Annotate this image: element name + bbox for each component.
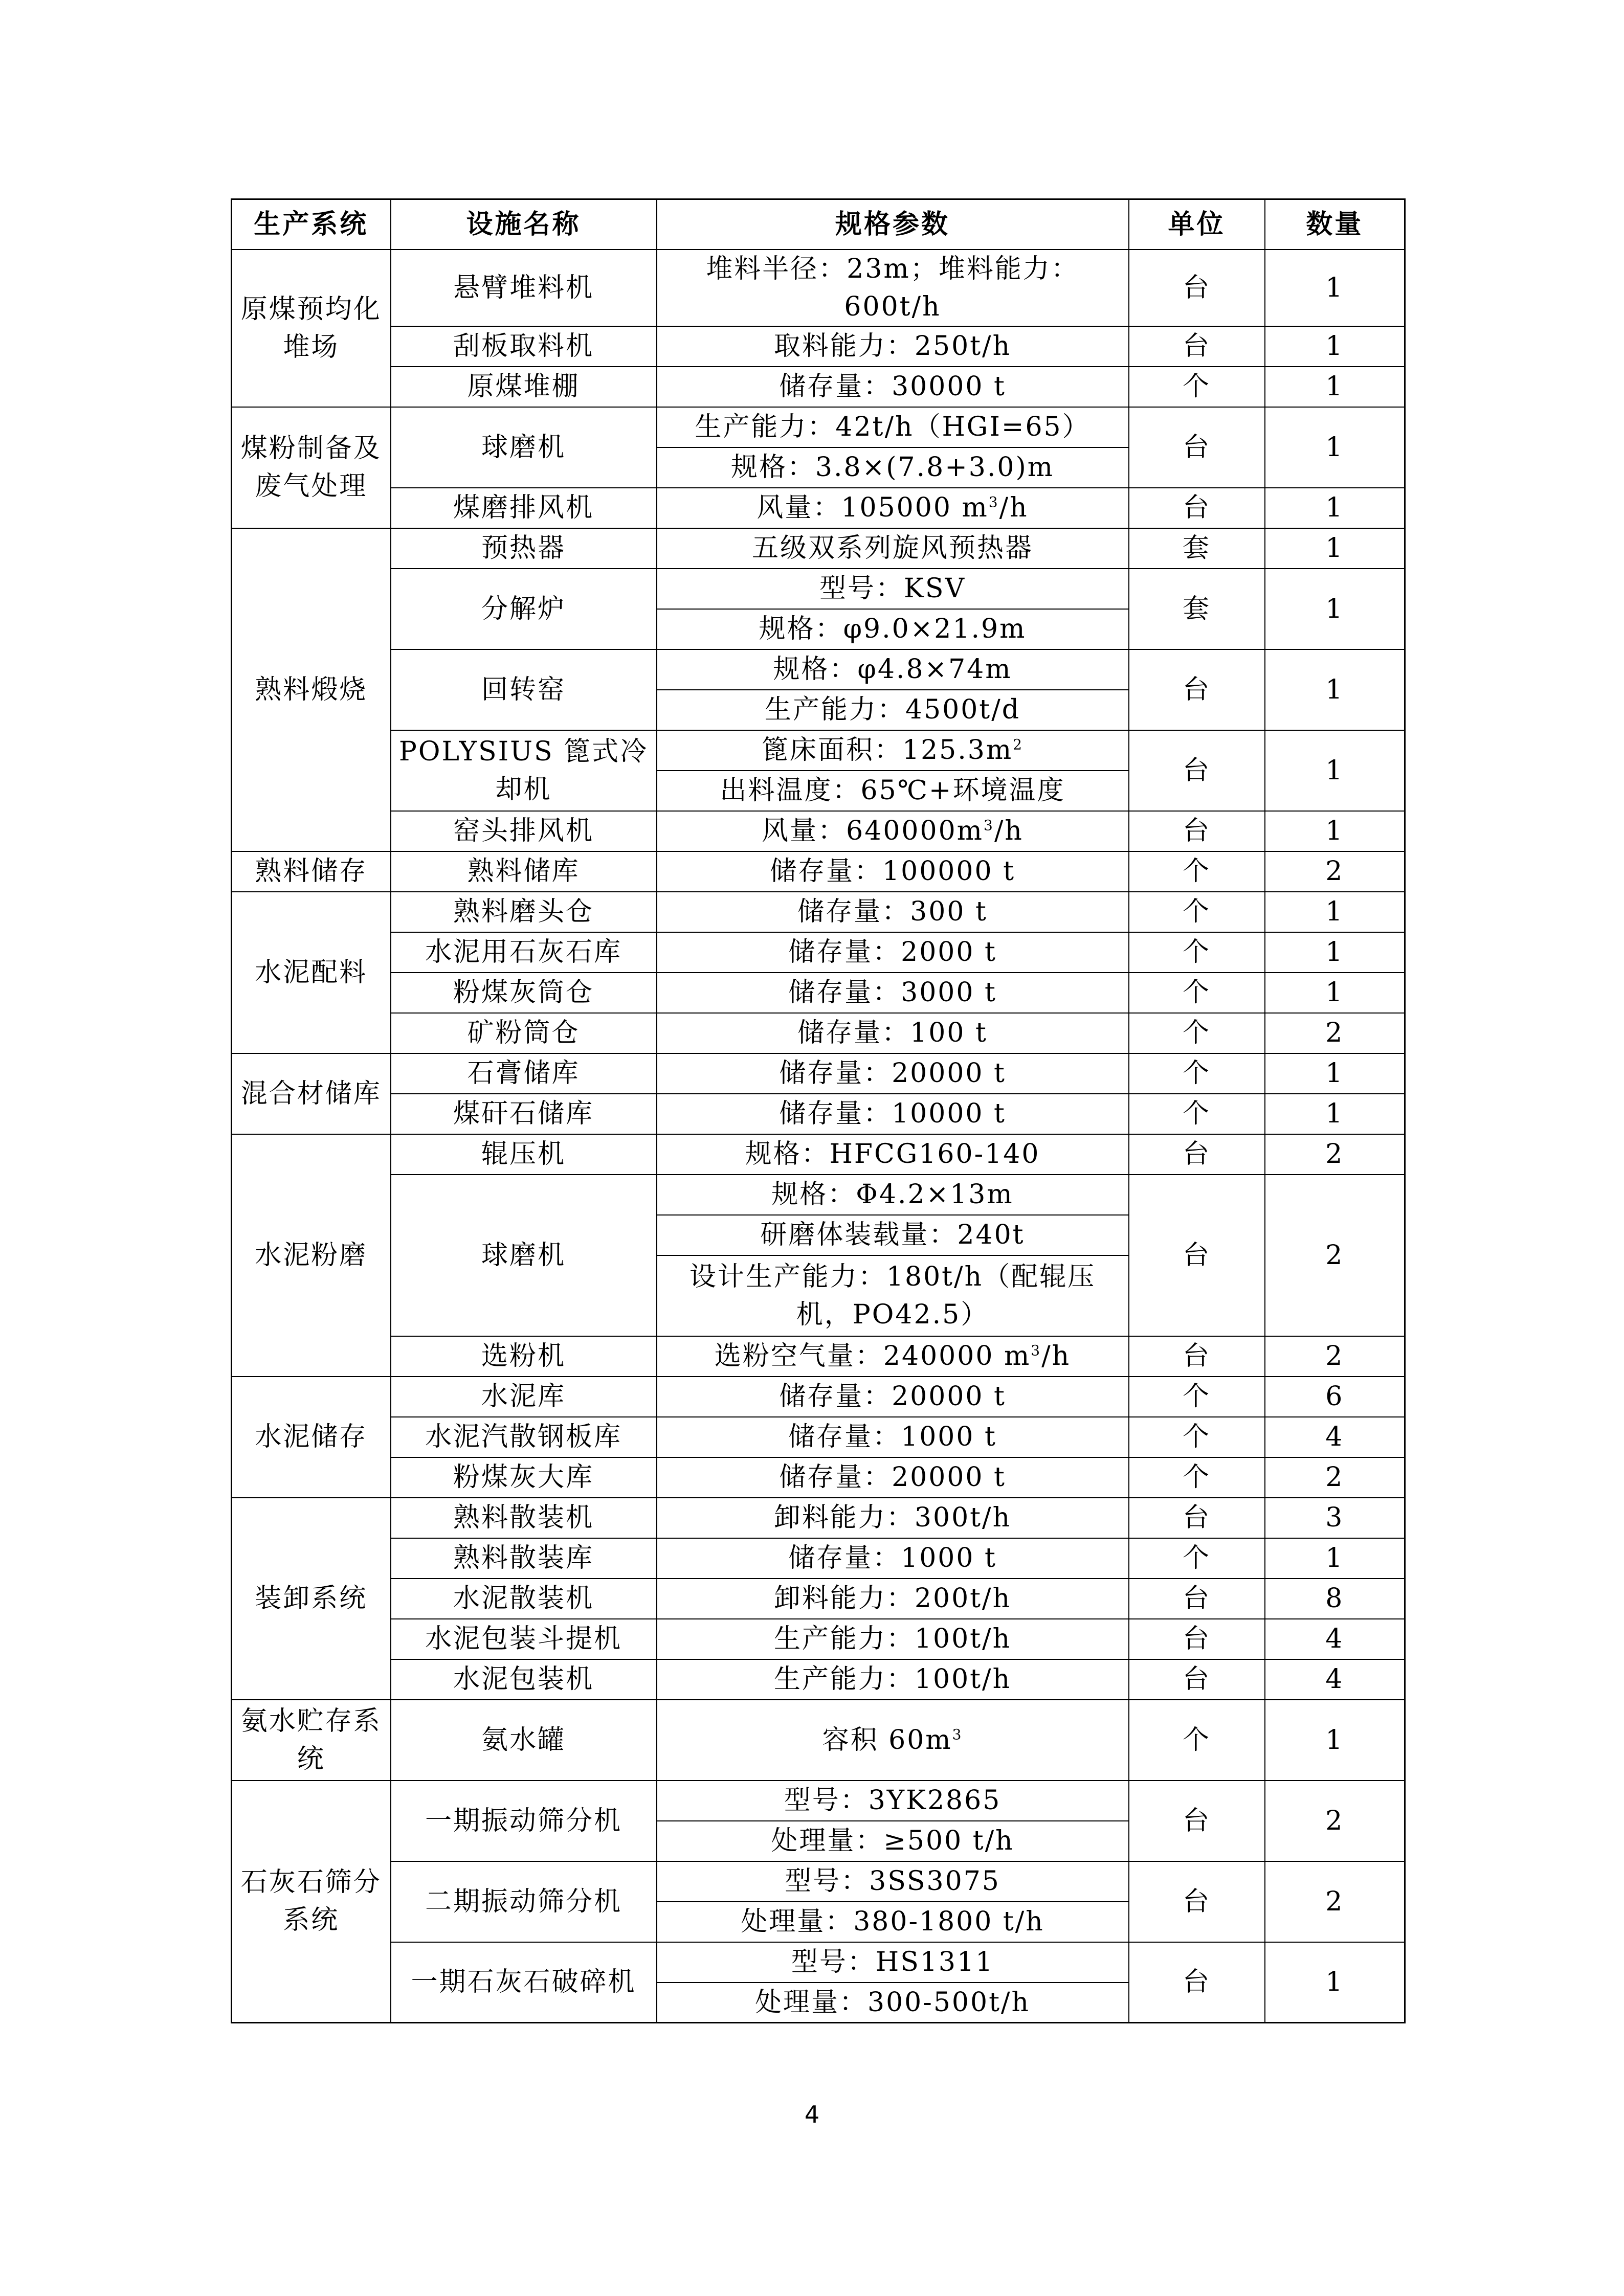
facility-name: 煤磨排风机: [391, 488, 657, 528]
spec-tail: /h: [994, 816, 1024, 846]
quantity-cell: 1: [1265, 367, 1405, 407]
header-quantity: 数量: [1265, 199, 1405, 250]
unit-cell: 个: [1129, 1053, 1265, 1094]
system-cell: 装卸系统: [232, 1498, 391, 1700]
table-row: [232, 569, 1405, 609]
table-row: [232, 1619, 1405, 1659]
quantity-cell: 4: [1265, 1659, 1405, 1700]
header-unit: 单位: [1129, 199, 1265, 250]
header-facility-name: 设施名称: [391, 199, 657, 250]
table-row: [232, 649, 1405, 690]
quantity-cell: 1: [1265, 1700, 1405, 1781]
unit-cell: 个: [1129, 1700, 1265, 1781]
table-row: [232, 1498, 1405, 1538]
equipment-table: [231, 198, 1406, 2023]
spec-cell: [657, 488, 1129, 528]
unit-cell: 台: [1129, 1336, 1265, 1377]
facility-name: 球磨机: [391, 1175, 657, 1336]
superscript: 3: [952, 1726, 963, 1743]
table-row: [232, 1659, 1405, 1700]
table-row: [232, 326, 1405, 367]
quantity-cell: 1: [1265, 250, 1405, 326]
spec-cell: 规格：φ9.0×21.9m: [657, 609, 1129, 649]
system-cell: 氨水贮存系统: [232, 1700, 391, 1781]
spec-cell: 储存量：30000 t: [657, 367, 1129, 407]
facility-name: 预热器: [391, 528, 657, 569]
quantity-cell: 2: [1265, 1175, 1405, 1336]
header-spec: 规格参数: [657, 199, 1129, 250]
table-header-row: [232, 199, 1405, 250]
unit-cell: 台: [1129, 1498, 1265, 1538]
spec-cell: 处理量：300-500t/h: [657, 1983, 1129, 2023]
spec-cell: 生产能力：100t/h: [657, 1619, 1129, 1659]
table-row: [232, 1700, 1405, 1781]
unit-cell: 台: [1129, 407, 1265, 488]
table-row: [232, 811, 1405, 851]
facility-name: 一期石灰石破碎机: [391, 1942, 657, 2023]
unit-cell: 个: [1129, 367, 1265, 407]
spec-text: 容积 60m: [822, 1724, 952, 1755]
spec-cell: 生产能力：42t/h（HGI=65）: [657, 407, 1129, 447]
quantity-cell: 1: [1265, 488, 1405, 528]
facility-name: 水泥散装机: [391, 1579, 657, 1619]
quantity-cell: 1: [1265, 407, 1405, 488]
table-row: [232, 1336, 1405, 1377]
unit-cell: 台: [1129, 250, 1265, 326]
system-cell: 石灰石筛分系统: [232, 1781, 391, 2023]
table-row: [232, 1134, 1405, 1175]
quantity-cell: 1: [1265, 973, 1405, 1013]
quantity-cell: 1: [1265, 892, 1405, 932]
unit-cell: 个: [1129, 1457, 1265, 1498]
quantity-cell: 2: [1265, 1134, 1405, 1175]
table-row: [232, 1781, 1405, 1821]
superscript: 3: [983, 817, 994, 834]
quantity-cell: 1: [1265, 932, 1405, 973]
unit-cell: 台: [1129, 488, 1265, 528]
table-row: [232, 1861, 1405, 1902]
superscript: 3: [1031, 1342, 1042, 1359]
system-cell: 熟料储存: [232, 851, 391, 892]
quantity-cell: 1: [1265, 811, 1405, 851]
spec-text: 风量：640000m: [762, 816, 984, 846]
spec-cell: 储存量：100000 t: [657, 851, 1129, 892]
quantity-cell: 1: [1265, 730, 1405, 811]
page-number: 4: [804, 2101, 820, 2128]
table-row: [232, 851, 1405, 892]
quantity-cell: 8: [1265, 1579, 1405, 1619]
quantity-cell: 2: [1265, 1336, 1405, 1377]
unit-cell: 台: [1129, 649, 1265, 730]
unit-cell: 台: [1129, 326, 1265, 367]
spec-cell: 卸料能力：300t/h: [657, 1498, 1129, 1538]
unit-cell: 个: [1129, 932, 1265, 973]
quantity-cell: 2: [1265, 1457, 1405, 1498]
spec-cell: 储存量：2000 t: [657, 932, 1129, 973]
table-row: [232, 367, 1405, 407]
table-row: [232, 250, 1405, 326]
spec-cell: 储存量：300 t: [657, 892, 1129, 932]
quantity-cell: 3: [1265, 1498, 1405, 1538]
spec-cell: 出料温度：65℃+环境温度: [657, 771, 1129, 811]
spec-cell: 规格：φ4.8×74m: [657, 649, 1129, 690]
facility-name: 回转窑: [391, 649, 657, 730]
spec-cell: 储存量：20000 t: [657, 1377, 1129, 1417]
system-cell: 熟料煅烧: [232, 528, 391, 851]
facility-name: 熟料储库: [391, 851, 657, 892]
table-row: [232, 528, 1405, 569]
spec-cell: 取料能力：250t/h: [657, 326, 1129, 367]
facility-name: 窑头排风机: [391, 811, 657, 851]
table-row: [232, 973, 1405, 1013]
unit-cell: 台: [1129, 811, 1265, 851]
header-system: 生产系统: [232, 199, 391, 250]
spec-tail: /h: [999, 492, 1029, 523]
spec-cell: [657, 1336, 1129, 1377]
spec-cell: 储存量：10000 t: [657, 1094, 1129, 1134]
table-row: [232, 1457, 1405, 1498]
table-row: [232, 892, 1405, 932]
spec-cell: 设计生产能力：180t/h（配辊压机，PO42.5）: [657, 1255, 1129, 1336]
spec-cell: [657, 811, 1129, 851]
unit-cell: 个: [1129, 1417, 1265, 1457]
facility-name: 熟料磨头仓: [391, 892, 657, 932]
spec-cell: 五级双系列旋风预热器: [657, 528, 1129, 569]
table-row: [232, 1175, 1405, 1215]
facility-name: 水泥汽散钢板库: [391, 1417, 657, 1457]
unit-cell: 台: [1129, 1659, 1265, 1700]
facility-name: 辊压机: [391, 1134, 657, 1175]
facility-name: 选粉机: [391, 1336, 657, 1377]
table-row: [232, 407, 1405, 447]
facility-name: 刮板取料机: [391, 326, 657, 367]
facility-name: 熟料散装机: [391, 1498, 657, 1538]
unit-cell: 台: [1129, 1579, 1265, 1619]
spec-cell: 处理量：≥500 t/h: [657, 1821, 1129, 1861]
quantity-cell: 1: [1265, 1538, 1405, 1579]
quantity-cell: 2: [1265, 1861, 1405, 1942]
quantity-cell: 2: [1265, 851, 1405, 892]
facility-name: 矿粉筒仓: [391, 1013, 657, 1053]
unit-cell: 个: [1129, 892, 1265, 932]
unit-cell: 台: [1129, 1134, 1265, 1175]
quantity-cell: 1: [1265, 1094, 1405, 1134]
table-row: [232, 1377, 1405, 1417]
facility-name: 分解炉: [391, 569, 657, 649]
quantity-cell: 6: [1265, 1377, 1405, 1417]
unit-cell: 个: [1129, 1538, 1265, 1579]
table-row: [232, 488, 1405, 528]
quantity-cell: 1: [1265, 569, 1405, 649]
spec-cell: 储存量：100 t: [657, 1013, 1129, 1053]
unit-cell: 套: [1129, 528, 1265, 569]
system-cell: 水泥储存: [232, 1377, 391, 1498]
facility-name: 悬臂堆料机: [391, 250, 657, 326]
quantity-cell: 4: [1265, 1417, 1405, 1457]
table-row: [232, 1053, 1405, 1094]
facility-name: 原煤堆棚: [391, 367, 657, 407]
quantity-cell: 4: [1265, 1619, 1405, 1659]
quantity-cell: 1: [1265, 326, 1405, 367]
spec-cell: 处理量：380-1800 t/h: [657, 1902, 1129, 1942]
spec-cell: 规格：HFCG160-140: [657, 1134, 1129, 1175]
spec-cell: [657, 1700, 1129, 1781]
spec-cell: 型号：3SS3075: [657, 1861, 1129, 1902]
facility-name: 水泥用石灰石库: [391, 932, 657, 973]
system-cell: 混合材储库: [232, 1053, 391, 1134]
spec-cell: 卸料能力：200t/h: [657, 1579, 1129, 1619]
facility-name: 水泥包装斗提机: [391, 1619, 657, 1659]
quantity-cell: 2: [1265, 1781, 1405, 1861]
table-row: [232, 1013, 1405, 1053]
unit-cell: 个: [1129, 1094, 1265, 1134]
unit-cell: 台: [1129, 1619, 1265, 1659]
facility-name: 球磨机: [391, 407, 657, 488]
spec-text: 风量：105000 m: [757, 492, 989, 523]
quantity-cell: 1: [1265, 1053, 1405, 1094]
unit-cell: 个: [1129, 973, 1265, 1013]
spec-cell: 储存量：20000 t: [657, 1457, 1129, 1498]
spec-cell: [657, 730, 1129, 771]
facility-name: 水泥包装机: [391, 1659, 657, 1700]
spec-cell: 型号：KSV: [657, 569, 1129, 609]
spec-cell: 堆料半径：23m；堆料能力：600t/h: [657, 250, 1129, 326]
unit-cell: 个: [1129, 851, 1265, 892]
spec-cell: 储存量：3000 t: [657, 973, 1129, 1013]
facility-name: 二期振动筛分机: [391, 1861, 657, 1942]
table-row: [232, 730, 1405, 771]
unit-cell: 台: [1129, 1942, 1265, 2023]
spec-cell: 储存量：1000 t: [657, 1538, 1129, 1579]
unit-cell: 个: [1129, 1377, 1265, 1417]
system-cell: 水泥配料: [232, 892, 391, 1053]
quantity-cell: 1: [1265, 1942, 1405, 2023]
quantity-cell: 1: [1265, 649, 1405, 730]
facility-name: 一期振动筛分机: [391, 1781, 657, 1861]
spec-cell: 研磨体装载量：240t: [657, 1215, 1129, 1255]
facility-name: 粉煤灰筒仓: [391, 973, 657, 1013]
spec-text: 篦床面积：125.3m: [761, 735, 1013, 766]
unit-cell: 台: [1129, 1781, 1265, 1861]
unit-cell: 套: [1129, 569, 1265, 649]
facility-name: 煤矸石储库: [391, 1094, 657, 1134]
quantity-cell: 1: [1265, 528, 1405, 569]
unit-cell: 台: [1129, 1175, 1265, 1336]
spec-cell: 型号：3YK2865: [657, 1781, 1129, 1821]
system-cell: 煤粉制备及废气处理: [232, 407, 391, 528]
unit-cell: 台: [1129, 730, 1265, 811]
facility-name: 粉煤灰大库: [391, 1457, 657, 1498]
facility-name: POLYSIUS 篦式冷却机: [391, 730, 657, 811]
table-row: [232, 932, 1405, 973]
table-row: [232, 1579, 1405, 1619]
facility-name: 石膏储库: [391, 1053, 657, 1094]
quantity-cell: 2: [1265, 1013, 1405, 1053]
spec-tail: /h: [1041, 1341, 1071, 1371]
unit-cell: 台: [1129, 1861, 1265, 1942]
spec-cell: 生产能力：4500t/d: [657, 690, 1129, 730]
superscript: 2: [1013, 736, 1024, 753]
spec-text: 选粉空气量：240000 m: [714, 1341, 1031, 1371]
spec-cell: 规格：3.8×(7.8+3.0)m: [657, 447, 1129, 488]
spec-cell: 储存量：20000 t: [657, 1053, 1129, 1094]
facility-name: 熟料散装库: [391, 1538, 657, 1579]
facility-name: 氨水罐: [391, 1700, 657, 1781]
superscript: 3: [988, 493, 999, 511]
system-cell: 原煤预均化堆场: [232, 250, 391, 407]
table-row: [232, 1538, 1405, 1579]
table-row: [232, 1094, 1405, 1134]
spec-cell: 生产能力：100t/h: [657, 1659, 1129, 1700]
system-cell: 水泥粉磨: [232, 1134, 391, 1377]
spec-cell: 型号：HS1311: [657, 1942, 1129, 1983]
table-row: [232, 1417, 1405, 1457]
spec-cell: 储存量：1000 t: [657, 1417, 1129, 1457]
table-row: [232, 1942, 1405, 1983]
unit-cell: 个: [1129, 1013, 1265, 1053]
facility-name: 水泥库: [391, 1377, 657, 1417]
spec-cell: 规格：Φ4.2×13m: [657, 1175, 1129, 1215]
